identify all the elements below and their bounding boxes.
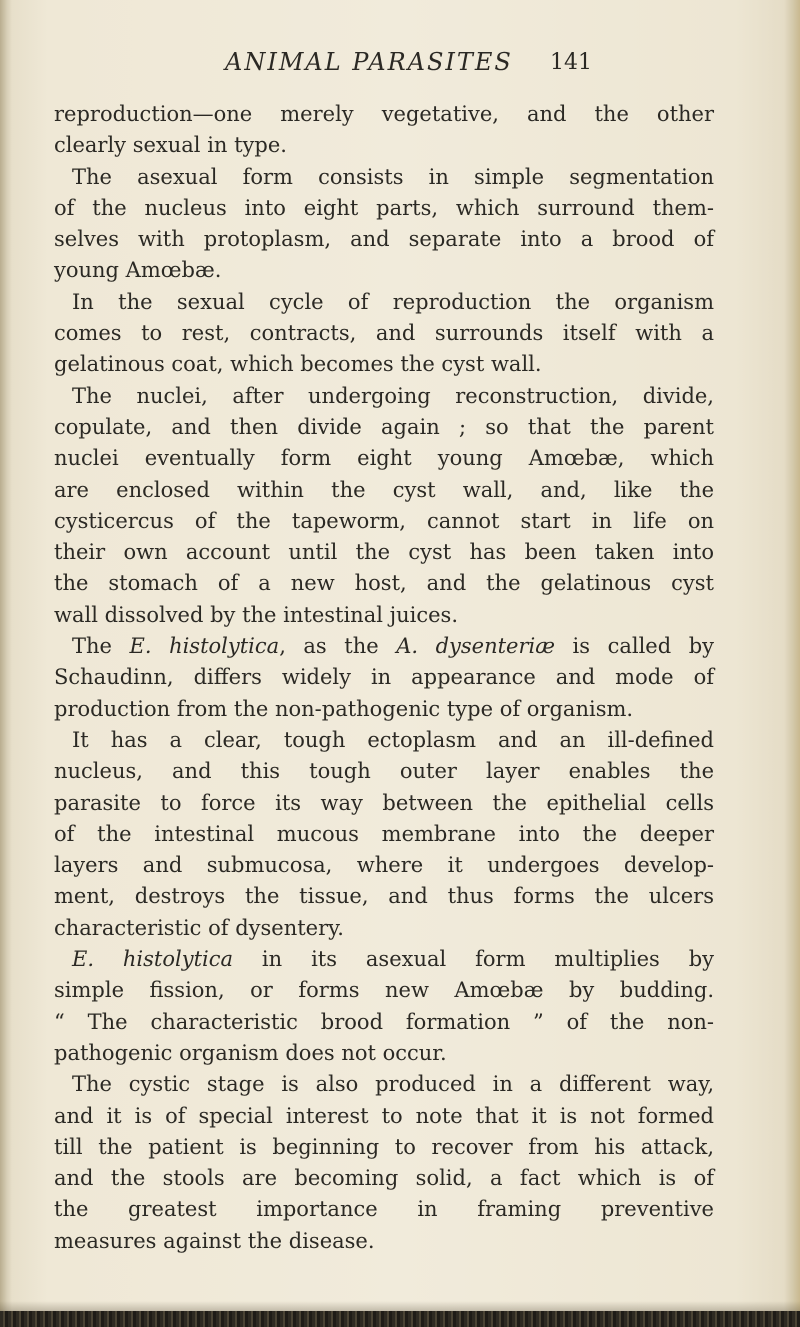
- text-line: characteristic of dysentery.: [54, 915, 344, 940]
- page-bottom-shadow: [0, 1301, 800, 1311]
- text-line: parasite to force its way between the epithelial cells: [54, 790, 714, 815]
- text-line: copulate, and then divide again ; so that the parent: [54, 414, 714, 439]
- text-line: The nuclei, after undergoing reconstruction, divide,: [72, 383, 714, 408]
- page-binding-shadow: [0, 0, 12, 1327]
- text-line: selves with protoplasm, and separate into a brood of: [54, 227, 714, 252]
- body-text: [54, 99, 714, 1257]
- text-line: and the stools are becoming solid, a fact which is of: [54, 1166, 714, 1191]
- text-line: It has a clear, tough ectoplasm and an ill-defined: [72, 727, 714, 752]
- text-line: and it is of special interest to note that it is not formed: [54, 1103, 714, 1128]
- text-line: gelatinous coat, which becomes the cyst wall.: [54, 352, 542, 377]
- running-head: ANIMAL PARASITES: [225, 48, 513, 76]
- text-line: E. histolytica in its asexual form multiplies by: [72, 947, 715, 972]
- text-line: nuclei eventually form eight young Amœbæ, which: [54, 446, 714, 471]
- text-line: production from the non-pathogenic type of organism.: [54, 696, 634, 721]
- page-header: [225, 48, 715, 88]
- book-edge-strip: [0, 1311, 800, 1327]
- text-line: reproduction—one merely vegetative, and the other: [54, 102, 714, 126]
- text-line: measures against the disease.: [54, 1228, 375, 1253]
- text-line: the greatest importance in framing preventive: [54, 1197, 714, 1222]
- text-line: comes to rest, contracts, and surrounds itself with a: [54, 321, 714, 346]
- text-line: cysticercus of the tapeworm, cannot start in life on: [54, 508, 714, 533]
- text-line: are enclosed within the cyst wall, and, like the: [54, 477, 714, 502]
- page-edge: [784, 0, 800, 1327]
- text-line: The cystic stage is also produced in a different way,: [72, 1072, 714, 1097]
- text-line: till the patient is beginning to recover from his attack,: [54, 1134, 714, 1159]
- text-line: of the nucleus into eight parts, which surround them-: [54, 195, 714, 220]
- text-line: pathogenic organism does not occur.: [54, 1040, 447, 1065]
- text-line: layers and submucosa, where it undergoes develop-: [54, 853, 714, 878]
- page-number: 141: [550, 50, 592, 75]
- text-line: clearly sexual in type.: [54, 133, 287, 158]
- text-line: ment, destroys the tissue, and thus forms the ulcers: [54, 884, 714, 909]
- text-line: The E. histolytica, as the A. dysenteriæ is called by: [72, 634, 715, 659]
- text-line: nucleus, and this tough outer layer enables the: [54, 759, 714, 784]
- text-line: “ The characteristic brood formation ” of the non-: [54, 1009, 714, 1034]
- text-line: wall dissolved by the intestinal juices.: [54, 602, 459, 627]
- text-line: their own account until the cyst has been taken into: [54, 540, 714, 565]
- text-line: young Amœbæ.: [54, 258, 222, 283]
- text-line: The asexual form consists in simple segmentation: [72, 164, 714, 189]
- text-line: of the intestinal mucous membrane into the deeper: [54, 821, 714, 846]
- text-line: simple fission, or forms new Amœbæ by budding.: [54, 978, 714, 1003]
- text-line: In the sexual cycle of reproduction the organism: [72, 289, 714, 314]
- text-line: the stomach of a new host, and the gelatinous cyst: [54, 571, 714, 596]
- text-line: Schaudinn, differs widely in appearance and mode of: [54, 665, 714, 690]
